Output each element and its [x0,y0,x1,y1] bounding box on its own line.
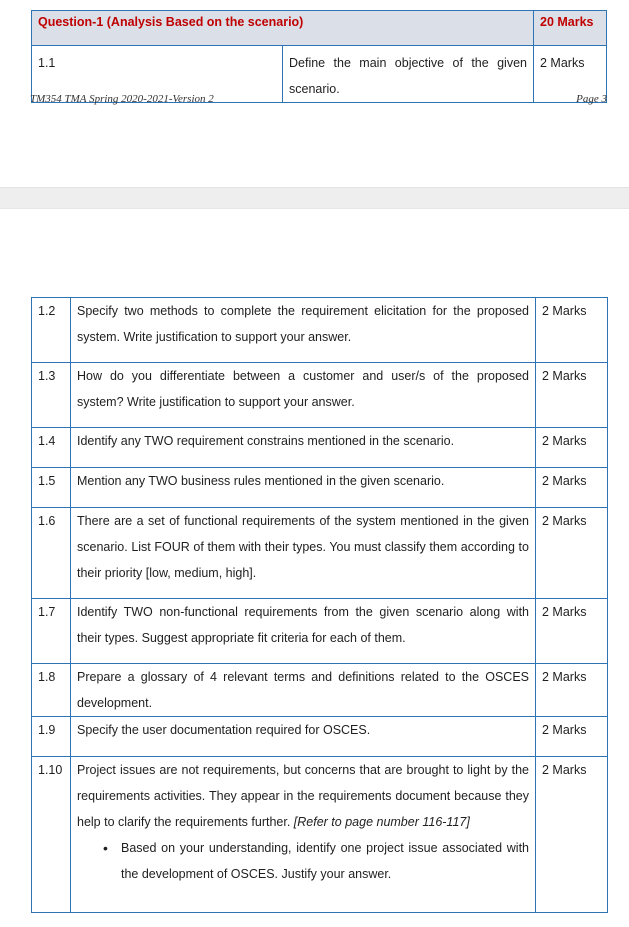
row-text: Identify TWO non-functional requirements from the given scenario along with their types. Suggest appropriate fit criteria for each of them. [71,599,536,664]
footer-page-number: Page 3 [576,93,607,105]
table-row [32,757,608,913]
row-number: 1.6 [32,508,71,599]
row-number: 1.5 [32,468,71,508]
row-number: 1.4 [32,428,71,468]
question-title: Question-1 (Analysis Based on the scenario) [38,15,304,29]
table-row [32,599,608,664]
table-row [32,717,608,757]
question-marks-cell [534,11,607,46]
row-number: 1.3 [32,363,71,428]
bullet-list [77,835,529,887]
row-marks: 2 Marks [536,428,608,468]
row-text-cell [71,757,536,913]
row-number: 1.9 [32,717,71,757]
row-marks: 2 Marks [536,298,608,363]
row-text: Prepare a glossary of 4 relevant terms and definitions related to the OSCES development. [71,664,536,717]
page-reference: [Refer to page number 116-117] [293,815,470,829]
table-row [32,664,608,717]
table-row [32,298,608,363]
row-marks: 2 Marks [536,363,608,428]
row-number: 1.8 [32,664,71,717]
question-title-cell [32,11,534,46]
row-marks: 2 Marks [534,46,607,103]
row-number: 1.2 [32,298,71,363]
row-marks: 2 Marks [536,599,608,664]
footer-document-title: TM354 TMA Spring 2020-2021-Version 2 [30,93,214,105]
table-row [32,468,608,508]
row-marks: 2 Marks [536,717,608,757]
table-row [32,428,608,468]
row-text: Project issues are not requirements, but concerns that are brought to light by the requirements activities. They appear in the requirements document because they help to clarify the requirements further. [77,763,529,829]
row-number: 1.1 [32,46,283,103]
row-text: There are a set of functional requirements of the system mentioned in the given scenario. List FOUR of them with their types. You must classify them according to their priority [low, medium, high]. [71,508,536,599]
row-text: How do you differentiate between a customer and user/s of the proposed system? Write justification to support your answer. [71,363,536,428]
question-marks: 20 Marks [540,15,594,29]
bullet-item: • Based on your understanding, identify one project issue associated with the development of OSCES. Justify your answer. [121,835,529,887]
table-row [32,363,608,428]
row-text: Identify any TWO requirement constrains mentioned in the scenario. [71,428,536,468]
row-number: 1.7 [32,599,71,664]
page-separator [0,187,629,209]
row-text: Specify two methods to complete the requirement elicitation for the proposed system. Write justification to support your answer. [71,298,536,363]
row-marks: 2 Marks [536,508,608,599]
question-1-header-table [31,10,607,103]
row-marks: 2 Marks [536,664,608,717]
row-text: Mention any TWO business rules mentioned in the given scenario. [71,468,536,508]
row-text: Specify the user documentation required for OSCES. [71,717,536,757]
row-marks: 2 Marks [536,468,608,508]
questions-table [31,297,608,913]
row-marks: 2 Marks [536,757,608,913]
table-row [32,508,608,599]
row-number: 1.10 [32,757,71,913]
row-text: Define the main objective of the given scenario. [283,46,534,103]
